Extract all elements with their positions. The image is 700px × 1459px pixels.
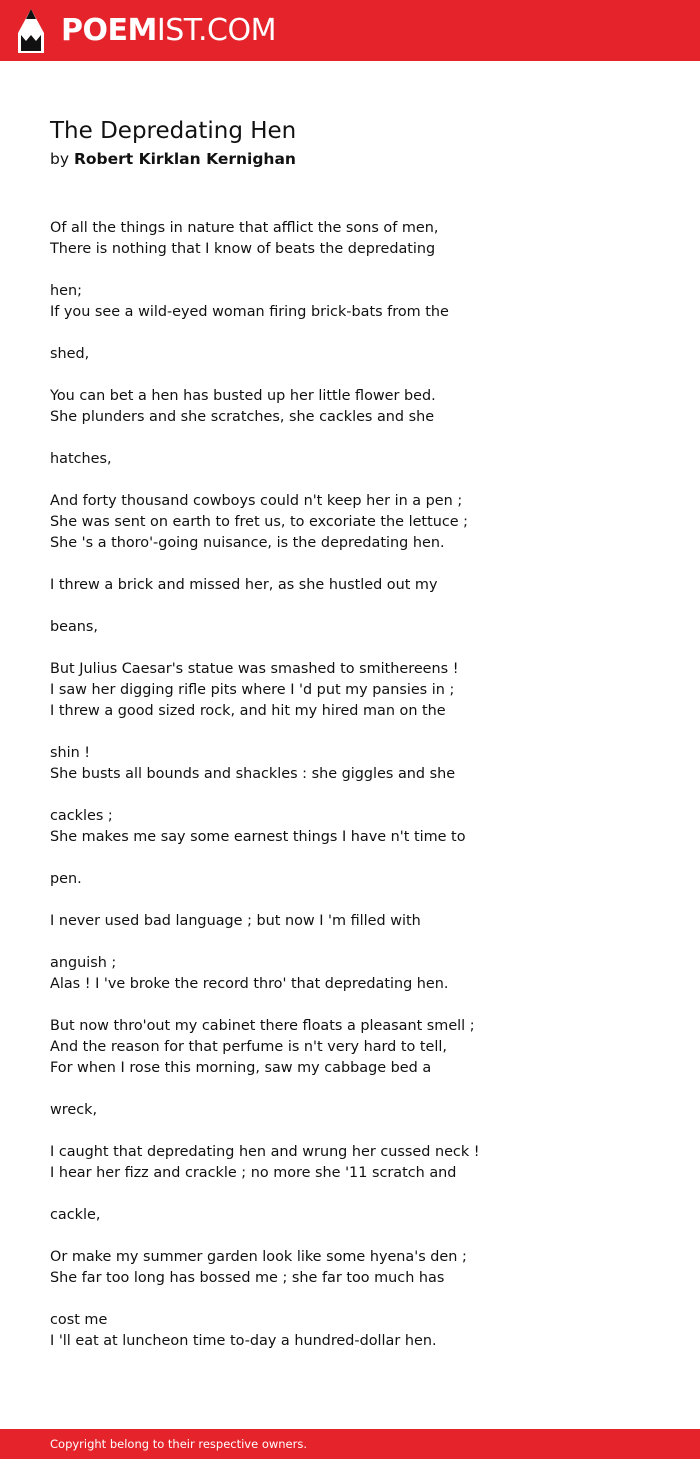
- poem-title: The Depredating Hen: [50, 118, 297, 144]
- poem-line: Of all the things in nature that afflict the sons of men,: [50, 220, 439, 236]
- poem-blank-line: [50, 323, 670, 344]
- poem-line: cackle,: [50, 1207, 101, 1223]
- poem-line: beans,: [50, 619, 98, 635]
- poem-line: But now thro'out my cabinet there floats a pleasant smell ;: [50, 1018, 475, 1034]
- pencil-icon: [18, 9, 44, 53]
- site-logo-link[interactable]: [18, 9, 276, 53]
- poem-line: cackles ;: [50, 808, 113, 824]
- poem-blank-line: [50, 848, 670, 869]
- poem-line: hatches,: [50, 451, 112, 467]
- poem-blank-line: [50, 785, 670, 806]
- poem-line: But Julius Caesar's statue was smashed to smithereens !: [50, 661, 459, 677]
- poem-blank-line: [50, 722, 670, 743]
- poem-line: She was sent on earth to fret us, to excoriate the lettuce ;: [50, 514, 469, 530]
- poem-line: And the reason for that perfume is n't very hard to tell,: [50, 1039, 447, 1055]
- poem-line: You can bet a hen has busted up her little flower bed.: [50, 388, 436, 404]
- poem-line: She makes me say some earnest things I have n't time to: [50, 829, 466, 845]
- poem-line: Or make my summer garden look like some hyena's den ;: [50, 1249, 467, 1265]
- poem-line: She busts all bounds and shackles : she giggles and she: [50, 766, 456, 782]
- poem-blank-line: [50, 995, 670, 1016]
- poem-line: She 's a thoro'-going nuisance, is the depredating hen.: [50, 535, 445, 551]
- poem-line: I never used bad language ; but now I 'm filled with: [50, 913, 421, 929]
- poem-line: pen.: [50, 871, 82, 887]
- poem-line: I hear her fizz and crackle ; no more she '11 scratch and: [50, 1165, 457, 1181]
- poem-blank-line: [50, 1121, 670, 1142]
- poem-blank-line: [50, 365, 670, 386]
- poem-blank-line: [50, 554, 670, 575]
- poem-blank-line: [50, 1226, 670, 1247]
- site-footer: [0, 1429, 700, 1459]
- poem-blank-line: [50, 1184, 670, 1205]
- poem-line: I threw a good sized rock, and hit my hired man on the: [50, 703, 446, 719]
- poem-byline: [50, 148, 296, 170]
- byline-prefix: by: [50, 150, 70, 168]
- poem-line: She plunders and she scratches, she cackles and she: [50, 409, 435, 425]
- poem-author: Robert Kirklan Kernighan: [73, 150, 296, 168]
- poem-line: For when I rose this morning, saw my cabbage bed a: [50, 1060, 432, 1076]
- poem-line: And forty thousand cowboys could n't keep her in a pen ;: [50, 493, 463, 509]
- poem-blank-line: [50, 596, 670, 617]
- poem-body: [50, 218, 670, 1352]
- poem-line: Alas ! I 've broke the record thro' that depredating hen.: [50, 976, 449, 992]
- poem-line: She far too long has bossed me ; she far too much has: [50, 1270, 445, 1286]
- poem-line: shed,: [50, 346, 90, 362]
- poem-blank-line: [50, 1289, 670, 1310]
- poem-blank-line: [50, 470, 670, 491]
- poem-blank-line: [50, 638, 670, 659]
- poem-line: wreck,: [50, 1102, 98, 1118]
- poem-line: I 'll eat at luncheon time to-day a hundred-dollar hen.: [50, 1333, 437, 1349]
- poem-line: shin !: [50, 745, 91, 761]
- poem-blank-line: [50, 890, 670, 911]
- brand-name-bold: POEM: [61, 13, 157, 48]
- poem-line: If you see a wild-eyed woman firing brick-bats from the: [50, 304, 449, 320]
- poem-line: I threw a brick and missed her, as she hustled out my: [50, 577, 438, 593]
- poem-blank-line: [50, 1079, 670, 1100]
- poem-line: hen;: [50, 283, 82, 299]
- poem-line: anguish ;: [50, 955, 117, 971]
- poem-blank-line: [50, 260, 670, 281]
- poem-line: I saw her digging rifle pits where I 'd put my pansies in ;: [50, 682, 455, 698]
- poem-line: I caught that depredating hen and wrung her cussed neck !: [50, 1144, 480, 1160]
- poem-blank-line: [50, 932, 670, 953]
- brand-name: [61, 13, 276, 48]
- site-header: [0, 0, 700, 61]
- poem-blank-line: [50, 428, 670, 449]
- poem-line: cost me: [50, 1312, 108, 1328]
- footer-copyright: Copyright belong to their respective owners.: [50, 1437, 308, 1451]
- poem-line: There is nothing that I know of beats the depredating: [50, 241, 436, 257]
- brand-name-light: IST.COM: [156, 13, 276, 48]
